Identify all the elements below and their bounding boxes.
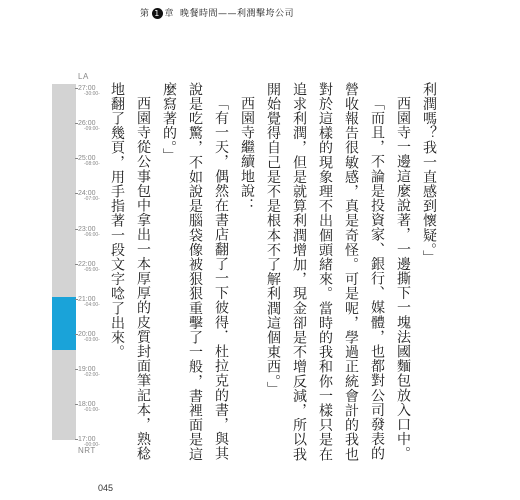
timeline-tick: 18:00 -01:00- (78, 401, 100, 413)
page-number: 045 (98, 483, 114, 493)
timeline-tick: 20:00 -03:00- (78, 331, 100, 343)
timeline-tick: 19:00 -02:00- (78, 366, 100, 378)
timeline-destination-label: NRT (78, 446, 96, 455)
paragraph: 西園寺一邊這麼說著，一邊撕下一塊法國麵包放入口中。 (395, 96, 411, 461)
running-header (140, 6, 390, 19)
paragraph: 利潤嗎？我一直感到懷疑。」 (421, 82, 437, 265)
timeline-tick: 22:00 -05:00- (78, 261, 100, 273)
timeline-origin-label: LA (78, 72, 89, 81)
chapter-prefix: 第 (140, 9, 150, 19)
timeline-tick: 21:00 -04:00- (78, 296, 100, 308)
timeline-tick: 26:00 -09:00- (78, 120, 100, 132)
paragraph: 西園寺繼續地說： (239, 96, 255, 213)
timeline-current-highlight (52, 297, 76, 350)
timeline-track (52, 84, 76, 440)
timeline-tick: 25:00 -08:00- (78, 155, 100, 167)
timeline-tick: 27:00 -30:00- (78, 85, 100, 97)
paragraph: 「有一天，偶然在書店翻了一下彼得．杜拉克的書，與其說是吃驚，不如說是腦袋像被狠狠重擊了一般，書裡面是這麼寫著的。」 (161, 82, 229, 462)
chapter-title: 晚餐時間——利潤擊垮公司 (180, 9, 295, 19)
paragraph: 西園寺從公事包中拿出一本厚厚的皮質封面筆記本，熟稔地翻了幾頁，用手指著一段文字唸了出來。 (109, 82, 151, 461)
body-text (104, 82, 442, 462)
timeline-tick: 24:00 -07:00- (78, 190, 100, 202)
chapter-number-badge: 1 (152, 8, 163, 19)
timeline-tick: 23:00 -06:00- (78, 226, 100, 238)
chapter-suffix: 章 (164, 9, 175, 19)
paragraph: 「而且，不論是投資家、銀行、媒體，也都對公司發表的營收報告很敏感，真是奇怪。可是呢，學過正統會計的我也對於這樣的現象理不出個頭緒來。當時的我和你一樣只是在追求利潤，但是就算利潤增加，現金卻是不增反減，所以我開始覺得自己是不是根本不了解利潤這個東西。」 (265, 82, 385, 462)
timeline-tick: 17:00 -00:00- (78, 436, 100, 448)
